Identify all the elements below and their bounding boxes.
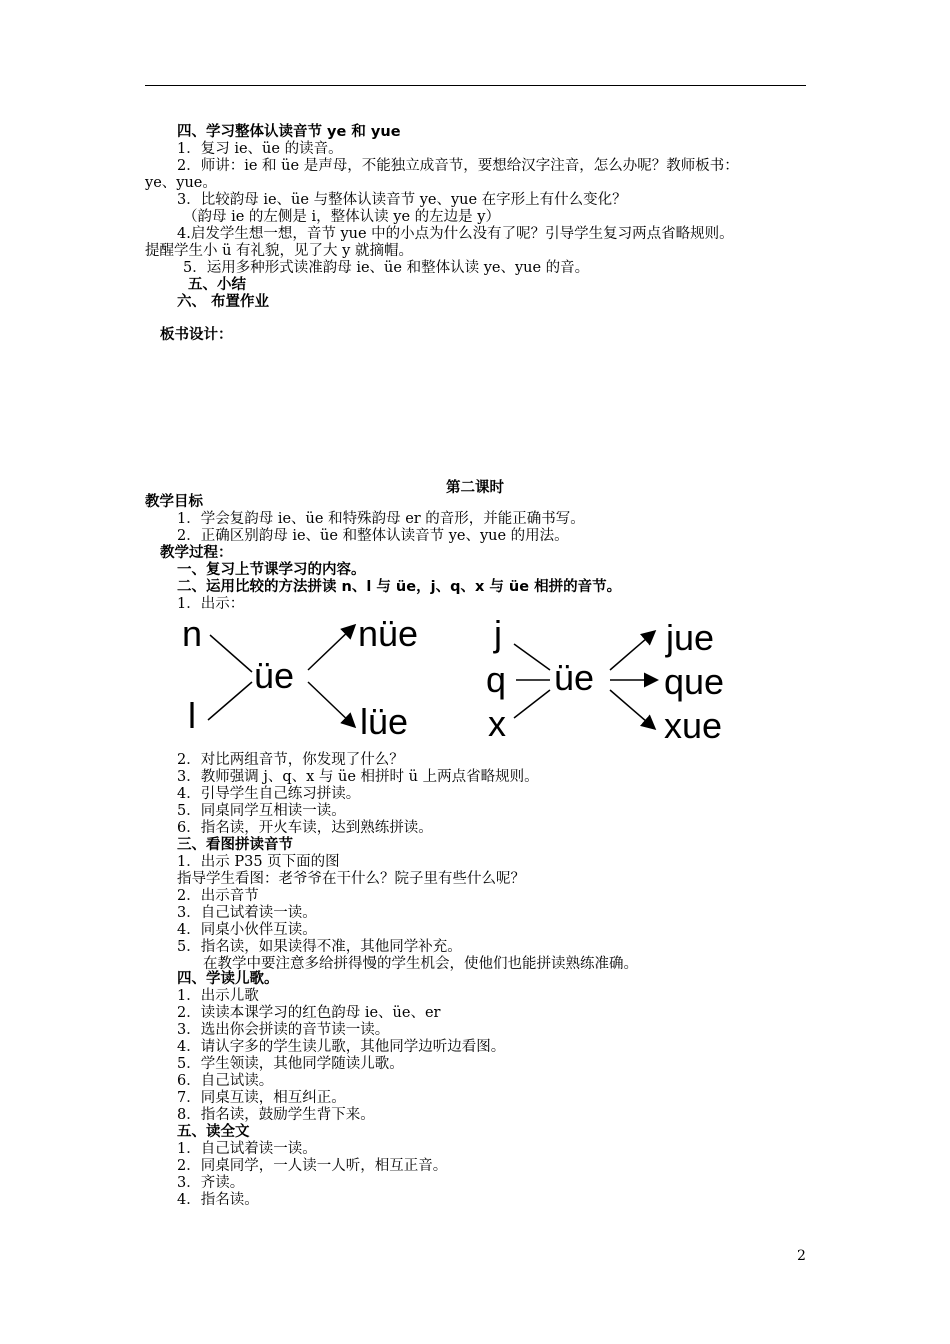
syllable-xue: xue <box>664 705 723 746</box>
step3-item: 1．出示 P35 页下面的图 <box>177 854 340 870</box>
step4-item: 4．请认字多的学生读儿歌，其他同学边听边看图。 <box>177 1039 506 1055</box>
final-ue-left: üe <box>254 655 295 696</box>
arrow-line <box>210 635 252 672</box>
step4-item: 3．选出你会拼读的音节读一读。 <box>177 1022 390 1038</box>
step4-item: 5．学生领读，其他同学随读儿歌。 <box>177 1056 404 1072</box>
arrow-to-xue <box>610 690 654 728</box>
process-heading: 教学过程： <box>160 545 233 561</box>
initial-j: j <box>494 613 502 654</box>
arrow-to-lue <box>308 682 354 726</box>
step2-item: 3．教师强调 j、q、x 与 üe 相拼时 ü 上两点省略规则。 <box>177 769 539 785</box>
step5-item: 2．同桌同学，一人读一人听，相互正音。 <box>177 1158 448 1174</box>
section4-heading: 四、学习整体认读音节 ye 和 yue <box>177 124 401 140</box>
step4-item: 7．同桌互读，相互纠正。 <box>177 1090 346 1106</box>
section4-line: 5．运用多种形式读准韵母 ie、üe 和整体认读 ye、yue 的音。 <box>183 260 590 276</box>
pinyin-diagram <box>170 610 750 750</box>
step4-item: 1．出示儿歌 <box>177 988 259 1004</box>
step2-heading: 二、运用比较的方法拼读 n、l 与 üe，j、q、x 与 üe 相拼的音节。 <box>177 579 622 595</box>
header-rule <box>145 85 806 86</box>
step5-item: 1．自己试着读一读。 <box>177 1141 317 1157</box>
step2-show: 1．出示： <box>177 596 245 612</box>
step3-item: 4．同桌小伙伴互读。 <box>177 922 317 938</box>
arrow-line <box>208 682 252 720</box>
step5-heading: 五、读全文 <box>177 1124 250 1140</box>
step1-heading: 一、复习上节课学习的内容。 <box>177 562 366 578</box>
step3-item: 指导学生看图：老爷爷在干什么？院子里有些什么呢？ <box>177 871 525 887</box>
step3-heading: 三、看图拼读音节 <box>177 837 293 853</box>
initial-x: x <box>488 703 506 744</box>
syllable-lue: lüe <box>360 701 409 742</box>
section6-heading: 六、 布置作业 <box>177 294 270 310</box>
section4-line: （韵母 ie 的左侧是 i，整体认读 ye 的左边是 y） <box>183 209 500 225</box>
step2-item: 2．对比两组音节，你发现了什么？ <box>177 752 404 768</box>
section4-line: ye、yue。 <box>145 175 217 191</box>
step4-item: 6．自己试读。 <box>177 1073 274 1089</box>
goal-item: 1．学会复韵母 ie、üe 和特殊韵母 er 的音形，并能正确书写。 <box>177 511 585 527</box>
arrow-line <box>514 690 550 718</box>
section4-line: 1．复习 ie、üe 的读音。 <box>177 141 343 157</box>
section4-line: 2．师讲：ie 和 üe 是声母，不能独立成音节，要想给汉字注音，怎么办呢？教师板书： <box>177 158 739 174</box>
step5-item: 4．指名读。 <box>177 1192 259 1208</box>
arrow-to-jue <box>610 632 654 670</box>
lesson2-title: 第二课时 <box>446 480 504 496</box>
goals-heading: 教学目标 <box>145 494 203 510</box>
syllable-que: que <box>664 661 725 702</box>
syllable-nue: nüe <box>358 613 419 654</box>
step4-heading: 四、学读儿歌。 <box>177 971 279 987</box>
step3-item: 5．指名读，如果读得不准，其他同学补充。 <box>177 939 462 955</box>
step3-item: 2．出示音节 <box>177 888 259 904</box>
final-ue-right: üe <box>554 657 595 698</box>
step2-item: 6．指名读，开火车读，达到熟练拼读。 <box>177 820 433 836</box>
arrow-to-nue <box>308 626 354 670</box>
initial-l: l <box>188 695 196 736</box>
section4-line: 3．比较韵母 ie、üe 与整体认读音节 ye、yue 在字形上有什么变化？ <box>177 192 627 208</box>
step4-item: 8．指名读，鼓励学生背下来。 <box>177 1107 375 1123</box>
arrow-line <box>514 644 550 670</box>
section4-line: 4.启发学生想一想，音节 yue 中的小点为什么没有了呢？引导学生复习两点省略规则。 <box>177 226 734 242</box>
step4-item: 2．读读本课学习的红色韵母 ie、üe、er <box>177 1005 441 1021</box>
syllable-jue: jue <box>666 617 715 658</box>
step3-item: 3．自己试着读一读。 <box>177 905 317 921</box>
initial-n: n <box>182 613 203 654</box>
step3-note: 在教学中要注意多给拼得慢的学生机会，使他们也能拼读熟练准确。 <box>203 956 638 972</box>
page-number: 2 <box>797 1248 806 1264</box>
step2-item: 5．同桌同学互相读一读。 <box>177 803 346 819</box>
section5-heading: 五、小结 <box>188 277 246 293</box>
board-design-heading: 板书设计： <box>160 327 233 343</box>
step5-item: 3．齐读。 <box>177 1175 245 1191</box>
initial-q: q <box>486 659 507 700</box>
step2-item: 4．引导学生自己练习拼读。 <box>177 786 361 802</box>
section4-line: 提醒学生小 ü 有礼貌，见了大 y 就摘帽。 <box>145 243 413 259</box>
goal-item: 2．正确区别韵母 ie、üe 和整体认读音节 ye、yue 的用法。 <box>177 528 569 544</box>
